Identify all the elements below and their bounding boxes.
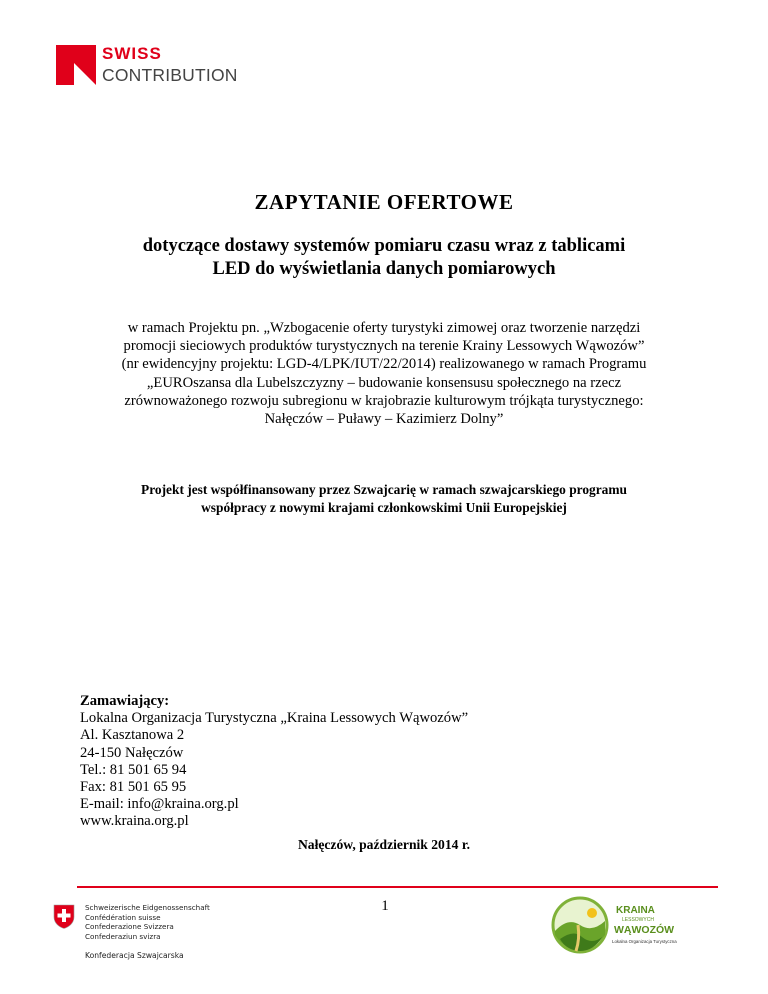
project-line: w ramach Projektu pn. „Wzbogacenie oferty turystyki zimowej oraz tworzenie narzędzi — [127, 320, 641, 336]
contractor-street: Al. Kasztanowa 2 — [80, 727, 185, 744]
project-description — [90, 319, 678, 428]
logo-line-1: SWISS — [102, 44, 162, 63]
project-line: (nr ewidencyjny projektu: LGD-4/LPK/IUT/22/2014) realizowanego w ramach Programu — [121, 356, 647, 373]
kraina-title: KRAINA — [616, 905, 655, 916]
contractor-city: 24-150 Nałęczów — [80, 744, 184, 761]
swiss-cross-logo-icon — [56, 45, 96, 85]
kraina-landscape-icon — [548, 895, 614, 955]
subtitle-line: dotyczące dostawy systemów pomiaru czasu wraz z tablicami — [142, 236, 626, 256]
project-line: zrównoważonego rozwoju subregionu w krajobrazie kulturowym trójkąta turystycznego: — [124, 392, 644, 409]
confed-line: Schweizerische Eidgenossenschaft — [85, 903, 210, 912]
logo-line-2: CONTRIBUTION — [102, 65, 238, 85]
cofunding-statement — [90, 481, 678, 517]
confed-polish-name: Konfederacja Szwajcarska — [85, 951, 184, 960]
subtitle-line: LED do wyświetlania danych pomiarowych — [212, 259, 556, 279]
cofunding-line: Projekt jest współfinansowany przez Szwajcarię w ramach szwajcarskiego programu — [141, 482, 627, 497]
contractor-website: www.kraina.org.pl — [80, 813, 189, 830]
project-line: „EUROszansa dla Lubelszczyzny – budowanie konsensusu społecznego na rzecz — [146, 374, 622, 391]
contractor-label: Zamawiający: — [80, 693, 170, 709]
contractor-name: Lokalna Organizacja Turystyczna „Kraina Lessowych Wąwozów” — [80, 710, 469, 727]
page-number: 1 — [381, 898, 389, 914]
contractor-fax: Fax: 81 501 65 95 — [80, 779, 187, 796]
document-title: ZAPYTANIE OFERTOWE — [254, 190, 514, 214]
confed-line: Confederazione Svizzera — [85, 922, 174, 932]
contractor-email: E-mail: info@kraina.org.pl — [80, 796, 239, 813]
cofunding-line: współpracy z nowymi krajami członkowskimi Unii Europejskiej — [201, 500, 567, 515]
date-line: Nałęczów, październik 2014 r. — [297, 837, 471, 852]
kraina-logo — [548, 895, 680, 955]
confed-line: Confederaziun svizra — [85, 931, 161, 941]
contracting-authority — [80, 693, 468, 831]
confed-line: Confédération suisse — [85, 912, 161, 922]
project-line: Nałęczów – Puławy – Kazimierz Dolny” — [264, 411, 504, 428]
swiss-shield-icon — [53, 904, 75, 929]
kraina-mid: LESSOWYCH — [622, 917, 654, 923]
document-subtitle — [80, 235, 688, 281]
project-line: promocji sieciowych produktów turystycznych na terenie Krainy Lessowych Wąwozów” — [123, 338, 645, 355]
footer-divider — [77, 886, 718, 888]
contractor-tel: Tel.: 81 501 65 94 — [80, 761, 187, 778]
kraina-subtitle: Lokalna Organizacja Turystyczna — [612, 939, 677, 944]
kraina-name: WĄWOZÓW — [614, 924, 675, 936]
